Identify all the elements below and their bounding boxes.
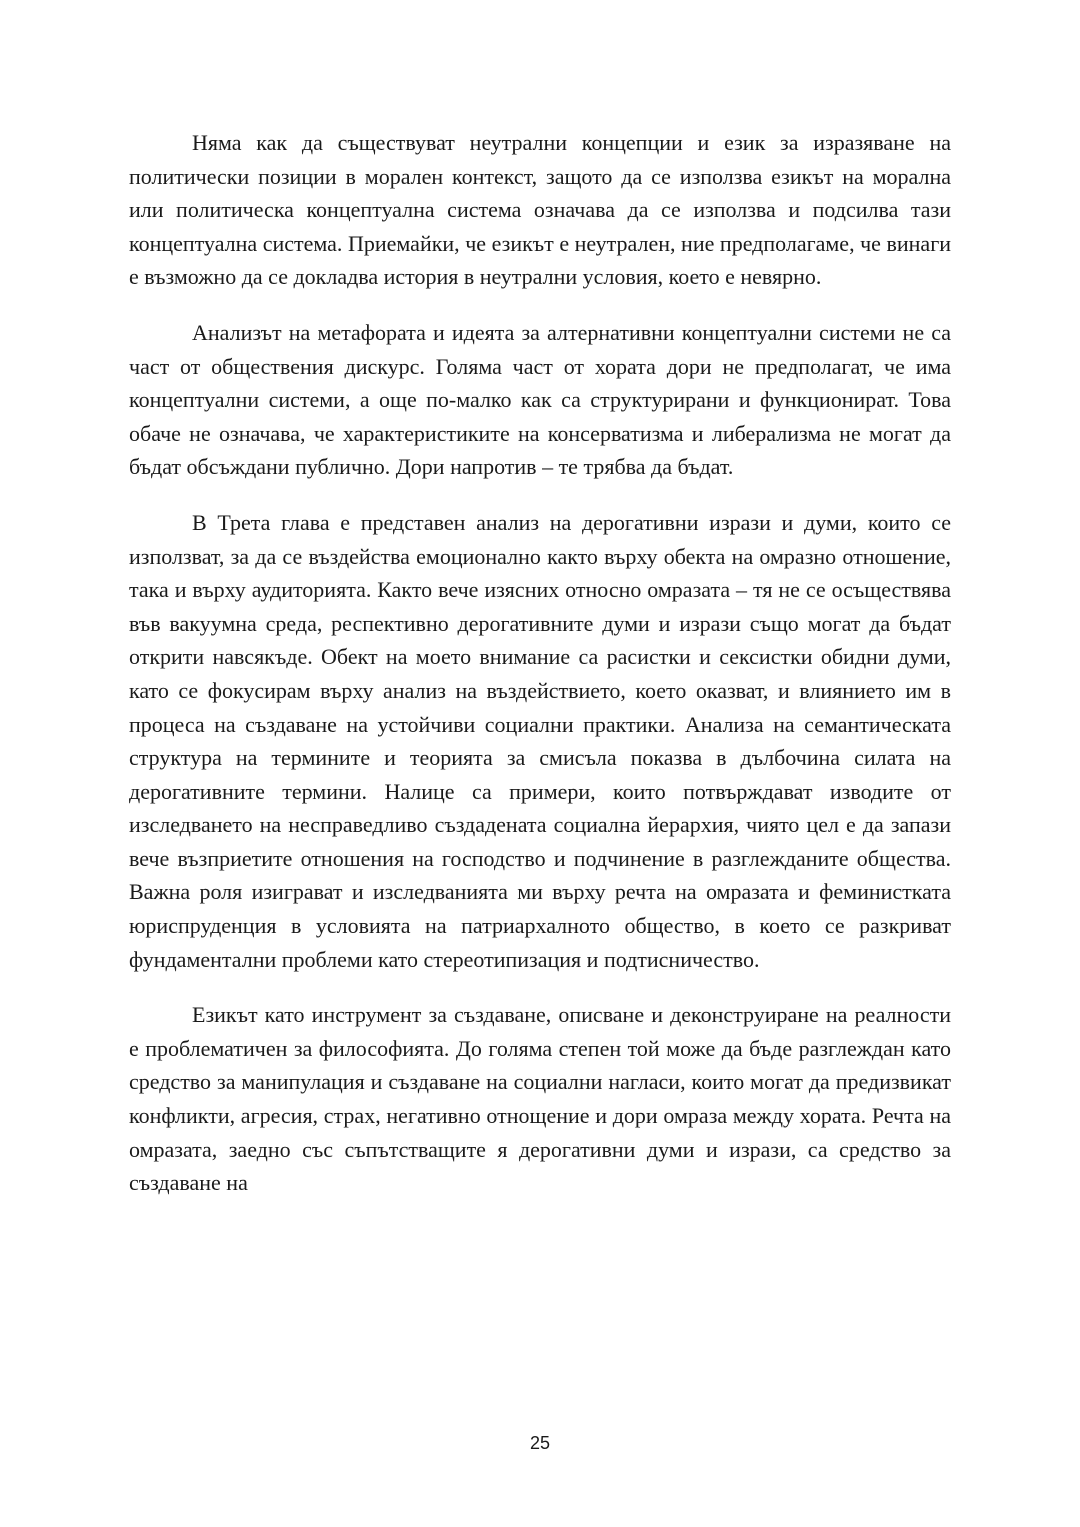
body-text <box>129 126 951 1222</box>
paragraph-1: Няма как да съществуват неутрални концепции и език за изразяване на политически позиции в морален контекст, защото да се използва езикът на морална или политическа концептуална система означава да се използва и подсилва тази концептуална система. Приемайки, че езикът е неутрален, ние предполагаме, че винаги е възможно да се докладва история в неутрални условия, което е невярно. <box>129 130 951 290</box>
paragraph-2: Анализът на метафората и идеята за алтернативни концептуални системи не са част от обществения дискурс. Голяма част от хората дори не предполагат, че има концептуални системи, а още по-малко как са структурирани и функционират. Това обаче не означава, че характеристиките на консерватизма и либерализма не могат да бъдат обсъждани публично. Дори напротив – те трябва да бъдат. <box>129 319 951 480</box>
paragraph-3: В Трета глава е представен анализ на дерогативни изрази и думи, които се използват, за да се въздейства емоционално както върху обекта на омразно отношение, така и върху аудиторията. Както вече изясних относно омразата – тя не се осъществява във вакуумна среда, респективно дерогативните думи и изрази също могат да бъдат открити навсякъде. Обект на моето внимание са расистки и сексистки обидни думи, като се фокусирам върху анализ на въздействието, което оказват, и влиянието им в процеса на създаване на устойчиви социални практики. Анализа на семантическата структура на термините и теорията за смисъла показва в дълбочина силата на дерогативните термини. Налице са примери, които потвърждават изводите от изследването на несправедливо създадената социална йерархия, чиято цел е да запази вече възприетите отношения на господство и подчинение в разглежданите общества. Важна роля изиграват и изследванията ми върху речта на омразата и феминистката юриспруденция в условията на патриархалното общество, в което се разкриват фундаментални проблеми като стереотипизация и подтисничество. <box>129 509 951 972</box>
page-number: 25 <box>529 1433 551 1453</box>
paragraph-4: Езикът като инструмент за създаване, описване и деконструиране на реалности е проблематичен за философията. До голяма степен той може да бъде разглеждан като средство за манипулация и създаване на социални нагласи, които могат да предизвикат конфликти, агресия, страх, негативно отнощение и дори омраза между хората. Речта на омразата, заедно със съпътстващите я дерогативни думи и изрази, са средство за създаване на <box>129 1002 951 1196</box>
